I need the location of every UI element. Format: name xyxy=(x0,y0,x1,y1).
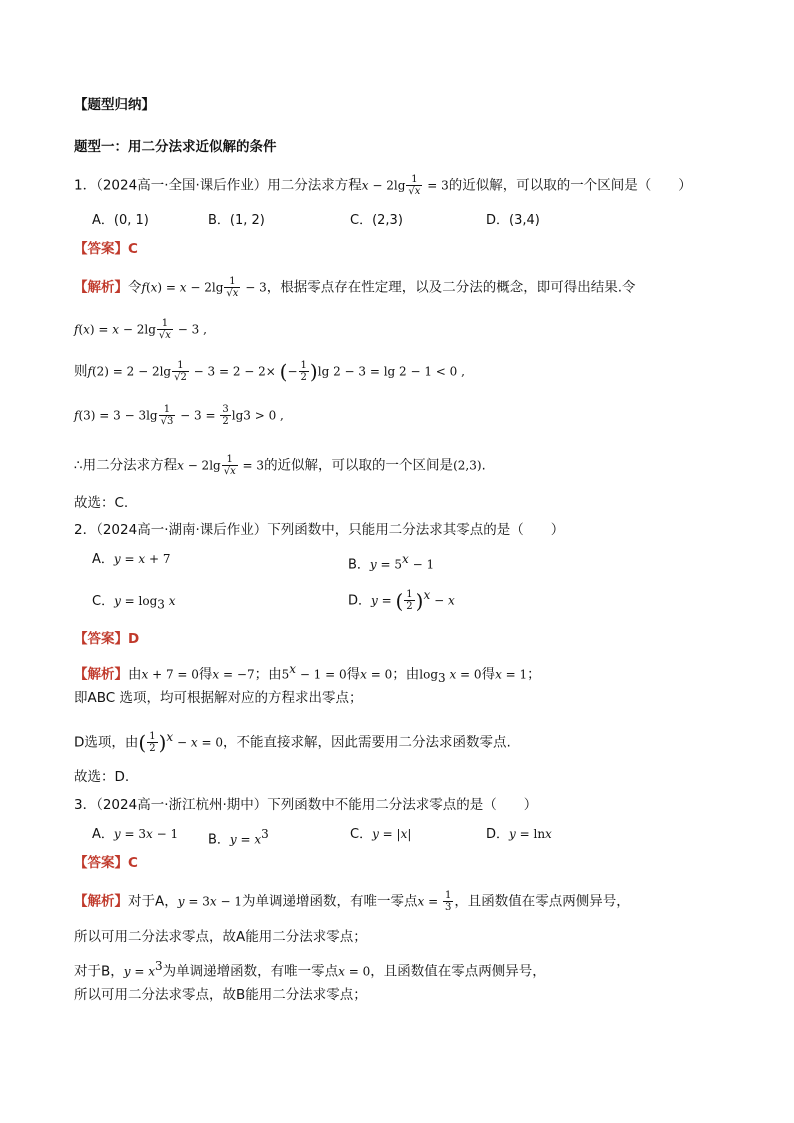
q2-analysis-line-2: 即ABC 选项，均可根据解对应的方程求出零点； xyxy=(74,690,363,706)
answer-tag: 【答案】 xyxy=(74,241,128,257)
q1-stem-prefix: 1．（2024高一·全国·课后作业）用二分法求方程 xyxy=(74,177,362,194)
q1-choose: 故选：C. xyxy=(74,495,129,511)
q3-analysis-line-2: 所以可用二分法求零点，故A能用二分法求零点； xyxy=(74,929,367,945)
q3-answer: C xyxy=(128,855,138,871)
q1-analysis-line-3: 则f(2) = 2 − 2lg $\frac{1}{√2}$ − 3 = 2 − 2× (− $\frac{1}{2}$ )lg 2 − 3 = lg 2 − 1 < 0 , xyxy=(74,359,465,384)
q3-answer-line: 【答案】C xyxy=(74,855,138,871)
q3-option-a: A．y = 3x − 1 xyxy=(92,827,179,842)
q2-answer: D xyxy=(128,631,140,647)
q2-choose: 故选：D. xyxy=(74,769,130,785)
q2-answer-line: 【答案】D xyxy=(74,631,140,647)
q1-option-b: B．(1, 2) xyxy=(208,213,265,228)
q2-analysis-line-1: 【解析】由x + 7 = 0得x = −7；由$5^x - 1 = 0$得x = 0；由$\log_3 x = 0$得x = 1； xyxy=(74,662,541,686)
q1-answer: C xyxy=(128,241,138,257)
q3-option-d: D．y = lnx xyxy=(486,827,552,842)
q2-option-b: B．$y = 5^x - 1$ xyxy=(348,552,435,573)
q2-option-c: C．$y = \log_3 x$ xyxy=(92,594,176,612)
q1-option-d: D．(3,4) xyxy=(486,213,540,228)
q1-answer-line xyxy=(74,240,138,258)
q3-analysis-line-3: 对于B，$y = x^3$为单调递增函数，有唯一零点x = 0，且函数值在零点两侧异号， xyxy=(74,959,546,980)
q1-option-a: A．(0, 1) xyxy=(92,213,149,228)
q1-analysis-line-1: 【解析】令f(x) = x − 2lg $\frac{1}{√x}$ − 3，根据零点存在性定理，以及二分法的概念，即可得出结果.令 xyxy=(74,276,636,299)
q3-option-b: B．$y = x^3$ xyxy=(208,827,269,848)
q3-option-c: C．y = |x| xyxy=(350,827,412,842)
q3-analysis-line-1: 【解析】对于A，y = 3x − 1为单调递增函数，有唯一零点x = $\frac{1}{3}$ ，且函数值在零点两侧异号， xyxy=(74,890,630,913)
type1-heading: 题型一：用二分法求近似解的条件 xyxy=(74,139,277,155)
q2-stem: 2．（2024高一·湖南·课后作业）下列函数中，只能用二分法求其零点的是（ ） xyxy=(74,522,565,538)
q2-analysis-line-3: D选项，由( $\frac{1}{2}$ )$^x$ − x = 0，不能直接求解，因此需要用二分法求函数零点. xyxy=(74,730,511,755)
q2-option-d: D．y = ( $\frac{1}{2}$ )$^x$ − x xyxy=(348,588,455,613)
section-heading: 【题型归纳】 xyxy=(74,97,155,113)
q1-stem: 1．（2024高一·全国·课后作业）用二分法求方程x − 2lg $\frac{1}{√x}$ = 3的近似解，可以取的一个区间是（ ） xyxy=(74,174,692,197)
q1-analysis-line-5: ∴用二分法求方程x − 2lg $\frac{1}{√x}$ = 3的近似解，可以取的一个区间是(2,3). xyxy=(74,454,486,477)
q3-analysis-line-4: 所以可用二分法求零点，故B能用二分法求零点； xyxy=(74,987,367,1003)
q1-analysis-line-2: f(x) = x − 2lg $\frac{1}{√x}$ − 3 , xyxy=(74,318,207,341)
q1-analysis-line-4: f(3) = 3 − 3lg $\frac{1}{√3}$ − 3 = $\frac{3}{2}$ lg3 > 0 , xyxy=(74,404,284,427)
q2-option-a: A．y = x + 7 xyxy=(92,552,171,567)
q3-stem: 3．（2024高一·浙江杭州·期中）下列函数中不能用二分法求零点的是（ ） xyxy=(74,797,538,813)
q1-option-c: C．(2,3) xyxy=(350,213,403,228)
q1-stem-suffix: 的近似解，可以取的一个区间是（ ） xyxy=(448,177,692,194)
analysis-tag: 【解析】 xyxy=(74,279,128,296)
